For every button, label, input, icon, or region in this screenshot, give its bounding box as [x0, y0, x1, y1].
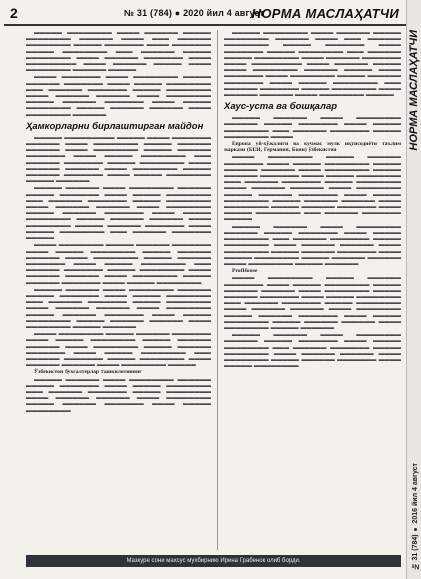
article-text: ▬▬▬▬▬ ▬▬▬▬▬▬ ▬▬▬▬ ▬▬▬▬▬▬▬▬ ▬▬▬▬▬▬ ▬▬▬▬▬ ▬▬▬▬▬▬▬ ▬▬▬▬ ▬▬▬▬▬ ▬▬▬▬▬▬▬▬ ▬▬▬ ▬▬▬▬▬▬ ▬▬▬▬▬▬▬ ▬▬▬▬▬ ▬▬▬▬▬▬▬▬ ▬▬▬▬ ▬▬▬▬▬▬ ▬▬▬▬▬▬ ▬▬▬▬ ▬▬▬▬▬▬▬▬ ▬▬▬▬▬ ▬▬▬▬▬▬ ▬▬▬▬▬▬▬ ▬▬▬▬ ▬▬▬▬▬ ▬▬▬▬▬▬▬▬ [26, 376, 211, 414]
side-margin [406, 0, 421, 579]
page-number: 2 [10, 5, 18, 21]
article-text: ▬▬▬▬▬ ▬▬▬▬▬▬▬▬ ▬▬▬▬ ▬▬▬▬▬▬ ▬▬▬▬▬ ▬▬▬▬▬▬▬▬ ▬▬▬▬▬▬ ▬▬▬▬ ▬▬▬ ▬▬▬▬▬▬ ▬▬▬▬▬▬▬▬ ▬▬▬▬▬ ▬▬▬▬▬▬▬ ▬▬▬▬ ▬▬▬▬▬▬▬ ▬▬▬▬▬ ▬▬▬▬▬▬▬▬ ▬▬▬ ▬▬▬▬▬▬ ▬▬▬▬▬ ▬▬▬▬▬▬▬▬ ▬▬▬▬ ▬▬▬▬▬▬ ▬▬▬▬▬▬▬ ▬▬▬▬ ▬▬▬▬▬▬▬▬▬ ▬▬▬▬ ▬▬▬▬▬▬ ▬▬▬▬▬ ▬▬▬▬ ▬▬▬▬▬▬▬▬ ▬▬▬▬▬▬ ▬▬▬▬▬ [26, 30, 211, 74]
left-subhead: Ўзбекистон бухгалтерлар ташкилотининг [34, 369, 142, 376]
article-text: ▬▬▬▬ ▬▬▬▬▬▬▬▬ ▬▬▬▬▬ ▬▬▬▬▬▬ ▬▬▬▬▬▬▬ ▬▬▬▬ ▬▬▬▬▬ ▬▬▬▬▬▬▬▬ ▬▬▬▬▬ ▬▬▬▬▬▬ ▬▬▬▬▬▬ ▬▬▬▬ ▬▬▬▬▬▬▬▬ ▬▬▬▬▬ ▬▬▬▬▬▬ ▬▬▬▬▬▬▬ ▬▬▬▬ ▬▬▬▬▬ ▬▬▬▬▬▬▬▬ ▬▬▬ ▬▬▬▬▬▬ ▬▬▬▬▬▬▬ ▬▬▬▬▬ ▬▬▬▬▬▬▬▬ ▬▬▬▬ ▬▬▬▬▬▬ ▬▬▬▬▬▬ ▬▬▬▬ ▬▬▬▬▬▬▬▬ ▬▬▬▬▬ [26, 331, 211, 369]
article-text: ▬▬▬▬▬ ▬▬▬▬▬▬ ▬▬▬▬ ▬▬▬▬▬▬▬▬ ▬▬▬▬▬▬ ▬▬▬▬▬ ▬▬▬▬▬▬▬ ▬▬▬▬ ▬▬▬▬▬ ▬▬▬▬▬▬▬▬ ▬▬▬ ▬▬▬▬▬▬ ▬▬▬▬▬▬▬ ▬▬▬▬▬ ▬▬▬▬▬▬▬▬ ▬▬▬▬ ▬▬▬▬▬▬ ▬▬▬▬▬▬ ▬▬▬▬ ▬▬▬▬▬▬▬▬ ▬▬▬▬▬ ▬▬▬▬▬▬ ▬▬▬▬▬▬▬ ▬▬▬▬ ▬▬▬▬▬ ▬▬▬▬▬▬▬▬ ▬▬▬▬▬ ▬▬▬▬▬▬ ▬▬▬▬▬▬ ▬▬▬▬ ▬▬▬▬▬▬▬▬ ▬▬▬▬▬ ▬▬▬▬▬▬ ▬▬▬▬▬▬▬ ▬▬▬▬ ▬▬▬▬▬ ▬▬▬▬▬▬▬▬ ▬▬▬ ▬▬▬▬▬▬ ▬▬▬▬▬▬▬ ▬▬▬▬▬ [26, 185, 211, 242]
page-header [4, 4, 417, 26]
article-text: ▬▬▬▬▬ ▬▬▬▬▬▬ ▬▬▬▬ ▬▬▬▬▬▬▬▬ ▬▬▬▬▬▬ ▬▬▬▬▬ ▬▬▬▬▬▬▬ ▬▬▬▬ ▬▬▬▬▬ ▬▬▬▬▬▬▬▬ ▬▬▬ ▬▬▬▬▬▬ ▬▬▬▬▬▬▬ ▬▬▬▬▬ ▬▬▬▬▬▬▬▬ ▬▬▬▬ ▬▬▬▬▬▬ ▬▬▬▬▬▬ ▬▬▬▬ ▬▬▬▬▬▬▬▬ ▬▬▬▬▬ ▬▬▬▬▬▬ ▬▬▬▬▬▬▬ ▬▬▬▬ ▬▬▬▬▬ ▬▬▬▬▬▬▬▬ ▬▬▬▬▬ ▬▬▬▬▬▬ ▬▬▬▬▬▬ ▬▬▬▬ ▬▬▬▬▬▬▬▬ ▬▬▬▬▬ ▬▬▬▬▬▬ [224, 223, 401, 267]
article-text: ▬▬▬▬▬ ▬▬▬▬▬▬▬▬▬ ▬▬▬▬▬ ▬▬▬▬ ▬▬▬▬▬▬▬ ▬▬▬▬▬▬ ▬▬▬▬ ▬▬▬▬▬▬▬▬ ▬▬▬▬▬ ▬▬▬▬▬▬ ▬▬▬▬▬▬ ▬▬▬▬ ▬▬▬▬▬▬▬▬ ▬▬▬▬▬ ▬▬▬▬▬▬ ▬▬▬▬▬▬▬ ▬▬▬▬ ▬▬▬▬▬ ▬▬▬▬▬▬▬▬ ▬▬▬ ▬▬▬▬▬▬ ▬▬▬▬▬▬▬ ▬▬▬▬▬ ▬▬▬▬▬▬▬▬ ▬▬▬▬ ▬▬▬▬▬▬ ▬▬▬▬▬▬ ▬▬▬▬ ▬▬▬▬▬▬▬▬ ▬▬▬▬▬ ▬▬▬▬▬▬ ▬▬▬▬▬▬▬ ▬▬▬▬ ▬▬▬▬▬ ▬▬▬▬▬▬▬▬ ▬▬▬▬▬ ▬▬▬▬▬▬ [26, 134, 211, 185]
right-heading: Хаус-уста ва бошқалар [224, 101, 338, 113]
left-column [26, 30, 211, 415]
side-issue-info: № 31 (784) ● 2016 йил 4 август [412, 462, 419, 569]
right-subhead-2: ProfHouse [232, 268, 258, 275]
footer-banner: Мазкуре сони махсус мухбирнию Ирина Грабенок олиб борди. [26, 555, 401, 567]
article-text: ▬▬▬▬▬ ▬▬▬▬▬▬ ▬▬▬▬ ▬▬▬▬▬▬▬▬ ▬▬▬▬▬▬ ▬▬▬▬▬ ▬▬▬▬▬▬▬ ▬▬▬▬ ▬▬▬▬▬ ▬▬▬▬▬▬▬▬ ▬▬▬ ▬▬▬▬▬▬ ▬▬▬▬▬▬▬ ▬▬▬▬▬ ▬▬▬▬▬▬▬▬ ▬▬▬▬ [224, 115, 401, 140]
article-text: ▬▬▬▬ ▬▬▬▬▬▬▬ ▬▬▬▬ ▬▬▬▬▬▬▬▬ ▬▬▬▬▬ ▬▬▬▬▬▬ ▬▬▬▬▬▬▬ ▬▬▬▬ ▬▬▬▬▬ ▬▬▬▬▬▬▬▬ ▬▬▬ ▬▬▬▬▬▬ ▬▬▬▬▬▬▬ ▬▬▬▬▬ ▬▬▬▬▬▬▬▬ ▬▬▬▬ ▬▬▬▬▬▬ ▬▬▬▬▬▬ ▬▬▬▬ ▬▬▬▬▬▬▬▬ ▬▬▬▬▬ ▬▬▬▬▬▬ ▬▬▬▬▬▬▬ ▬▬▬▬ ▬▬▬▬▬ ▬▬▬▬▬▬▬▬ ▬▬▬▬▬ ▬▬▬▬▬▬ ▬▬▬▬▬▬ ▬▬▬▬ ▬▬▬▬▬▬▬▬ ▬▬▬▬▬▬ [26, 74, 211, 118]
left-heading: Ҳамкорларни бирлаштирган майдон [26, 120, 204, 132]
masthead: НОРМА МАСЛАҲАТЧИ [251, 6, 399, 21]
column-divider [217, 30, 218, 550]
article-text: ▬▬▬▬▬ ▬▬▬▬▬▬ ▬▬▬▬ ▬▬▬▬▬▬▬▬ ▬▬▬▬▬▬ ▬▬▬▬▬ ▬▬▬▬▬▬▬ ▬▬▬▬ ▬▬▬▬▬ ▬▬▬▬▬▬▬▬ ▬▬▬ ▬▬▬▬▬▬ ▬▬▬▬▬▬▬ ▬▬▬▬▬ ▬▬▬▬▬▬▬▬ ▬▬▬▬ ▬▬▬▬▬▬ ▬▬▬▬▬▬ ▬▬▬▬ ▬▬▬▬▬▬▬▬ ▬▬▬▬▬ ▬▬▬▬▬▬ ▬▬▬▬▬▬▬ ▬▬▬▬ ▬▬▬▬▬ ▬▬▬▬▬▬▬▬ ▬▬▬▬▬ ▬▬▬▬▬▬ ▬▬▬▬▬▬ ▬▬▬▬ ▬▬▬▬▬▬▬▬ ▬▬▬▬▬ ▬▬▬▬▬▬ [26, 286, 211, 330]
article-text: ▬▬▬▬ ▬▬▬▬▬▬▬▬ ▬▬▬▬▬ ▬▬▬▬▬▬ ▬▬▬▬▬▬▬ ▬▬▬▬ ▬▬▬▬▬ ▬▬▬▬▬▬▬▬ ▬▬▬▬▬ ▬▬▬▬▬▬ ▬▬▬▬▬▬ ▬▬▬▬ ▬▬▬▬▬▬▬▬ ▬▬▬▬▬ ▬▬▬▬▬▬ ▬▬▬▬▬▬▬ ▬▬▬▬ ▬▬▬▬▬ ▬▬▬▬▬▬▬▬ ▬▬▬ ▬▬▬▬▬▬ ▬▬▬▬▬▬▬ ▬▬▬▬▬ ▬▬▬▬▬▬▬▬ ▬▬▬▬ ▬▬▬▬▬▬ ▬▬▬▬▬▬ ▬▬▬▬ ▬▬▬▬▬▬▬▬ ▬▬▬▬▬ ▬▬▬▬▬▬ ▬▬▬▬▬▬▬ ▬▬▬▬ ▬▬▬▬▬ ▬▬▬▬▬▬▬▬ [26, 242, 211, 286]
right-column [224, 30, 401, 370]
article-text: ▬▬▬▬ ▬▬▬▬▬▬▬▬ ▬▬▬▬▬ ▬▬▬▬▬▬ ▬▬▬▬▬▬▬ ▬▬▬▬ ▬▬▬▬▬ ▬▬▬▬▬▬▬▬ ▬▬▬▬▬ ▬▬▬▬▬▬ ▬▬▬▬▬▬ ▬▬▬▬ ▬▬▬▬▬▬▬▬ ▬▬▬▬▬ ▬▬▬▬▬▬ ▬▬▬▬▬▬▬ ▬▬▬▬ ▬▬▬▬▬ ▬▬▬▬▬▬▬▬ ▬▬▬ ▬▬▬▬▬▬ ▬▬▬▬▬▬▬ ▬▬▬▬▬ ▬▬▬▬▬▬▬▬ ▬▬▬▬ ▬▬▬▬▬▬ ▬▬▬▬▬▬ ▬▬▬▬ ▬▬▬▬▬▬▬▬ ▬▬▬▬▬ ▬▬▬▬▬▬ ▬▬▬▬▬▬▬ ▬▬▬▬ ▬▬▬▬▬ ▬▬▬▬▬▬▬▬ ▬▬▬▬▬ ▬▬▬▬▬▬ ▬▬▬▬▬▬ ▬▬▬▬ ▬▬▬▬▬▬▬▬ ▬▬▬▬▬ ▬▬▬▬▬▬ ▬▬▬▬▬▬▬ ▬▬▬▬ ▬▬▬▬▬ ▬▬▬▬▬▬▬▬ ▬▬▬ ▬▬▬▬▬▬ ▬▬▬▬▬▬▬ ▬▬▬▬▬ [224, 154, 401, 223]
issue-info: № 31 (784) ● 2020 йил 4 август [124, 8, 265, 18]
right-subhead: Европа уй-хўжалиги ва кучмас мулк иқтисодиёти таълим маркази (БЕИ, Германия, Бонн) ўзбекистон [224, 141, 401, 154]
side-masthead: НОРМА МАСЛАҲАТЧИ [408, 30, 420, 151]
article-text: ▬▬▬▬▬ ▬▬▬▬▬▬▬▬ ▬▬▬▬ ▬▬▬▬▬▬ ▬▬▬▬▬ ▬▬▬▬▬▬▬▬ ▬▬▬▬▬▬ ▬▬▬▬ ▬▬▬ ▬▬▬▬▬▬ ▬▬▬▬▬▬▬▬ ▬▬▬▬▬ ▬▬▬▬▬▬▬ ▬▬▬▬ ▬▬▬▬▬▬▬ ▬▬▬▬▬ ▬▬▬▬▬▬▬▬ ▬▬▬ ▬▬▬▬▬▬ ▬▬▬▬▬ ▬▬▬▬▬▬▬▬ ▬▬▬▬ ▬▬▬▬▬▬ ▬▬▬▬▬▬▬ ▬▬▬▬ ▬▬▬▬▬▬▬▬▬ ▬▬▬▬ ▬▬▬▬▬▬ ▬▬▬▬▬ ▬▬▬▬ ▬▬▬▬▬▬▬▬ ▬▬▬▬▬▬ ▬▬▬▬▬ ▬▬▬▬ ▬▬▬▬▬▬▬ ▬▬▬▬ ▬▬▬▬▬▬▬▬ ▬▬▬▬▬ ▬▬▬▬▬▬ ▬▬▬▬▬▬▬ ▬▬▬▬ ▬▬▬▬▬ ▬▬▬▬▬▬▬▬ ▬▬▬ ▬▬▬▬▬▬ ▬▬▬▬▬▬▬ ▬▬▬▬▬ ▬▬▬▬▬▬▬▬ ▬▬▬▬ ▬▬▬▬▬▬ ▬▬▬▬▬▬ ▬▬▬▬ ▬▬▬▬▬▬▬▬ ▬▬▬▬▬ [224, 30, 401, 99]
article-text: ▬▬▬▬ ▬▬▬▬▬▬▬▬ ▬▬▬▬▬ ▬▬▬▬▬▬ ▬▬▬▬▬▬▬ ▬▬▬▬ ▬▬▬▬▬ ▬▬▬▬▬▬▬▬ ▬▬▬▬▬ ▬▬▬▬▬▬ ▬▬▬▬▬▬ ▬▬▬▬ ▬▬▬▬▬▬▬▬ ▬▬▬▬▬ ▬▬▬▬▬▬ ▬▬▬▬▬▬▬ ▬▬▬▬ ▬▬▬▬▬ ▬▬▬▬▬▬▬▬ ▬▬▬ ▬▬▬▬▬▬ ▬▬▬▬▬▬▬ ▬▬▬▬▬ ▬▬▬▬▬▬▬▬ ▬▬▬▬ ▬▬▬▬▬▬ ▬▬▬▬▬▬ ▬▬▬▬ ▬▬▬▬▬▬▬▬ ▬▬▬▬▬ ▬▬▬▬▬▬ ▬▬▬▬▬▬▬ ▬▬▬▬ ▬▬▬▬▬ ▬▬▬▬▬▬▬▬ ▬▬▬▬▬ ▬▬▬▬▬▬ ▬▬▬▬▬▬ ▬▬▬▬ ▬▬▬▬▬▬▬▬ ▬▬▬▬▬ ▬▬▬▬▬▬ [224, 275, 401, 331]
article-text: ▬▬▬▬▬ ▬▬▬▬▬▬ ▬▬▬▬ ▬▬▬▬▬▬▬▬ ▬▬▬▬▬▬ ▬▬▬▬▬ ▬▬▬▬▬▬▬ ▬▬▬▬ ▬▬▬▬▬ ▬▬▬▬▬▬▬▬ ▬▬▬ ▬▬▬▬▬▬ ▬▬▬▬▬▬▬ ▬▬▬▬▬ ▬▬▬▬▬▬▬▬ ▬▬▬▬ ▬▬▬▬▬▬ ▬▬▬▬▬▬ ▬▬▬▬ ▬▬▬▬▬▬▬▬ ▬▬▬▬▬ ▬▬▬▬▬▬ ▬▬▬▬▬▬▬ ▬▬▬▬ ▬▬▬▬▬ ▬▬▬▬▬▬▬▬ [224, 332, 401, 370]
